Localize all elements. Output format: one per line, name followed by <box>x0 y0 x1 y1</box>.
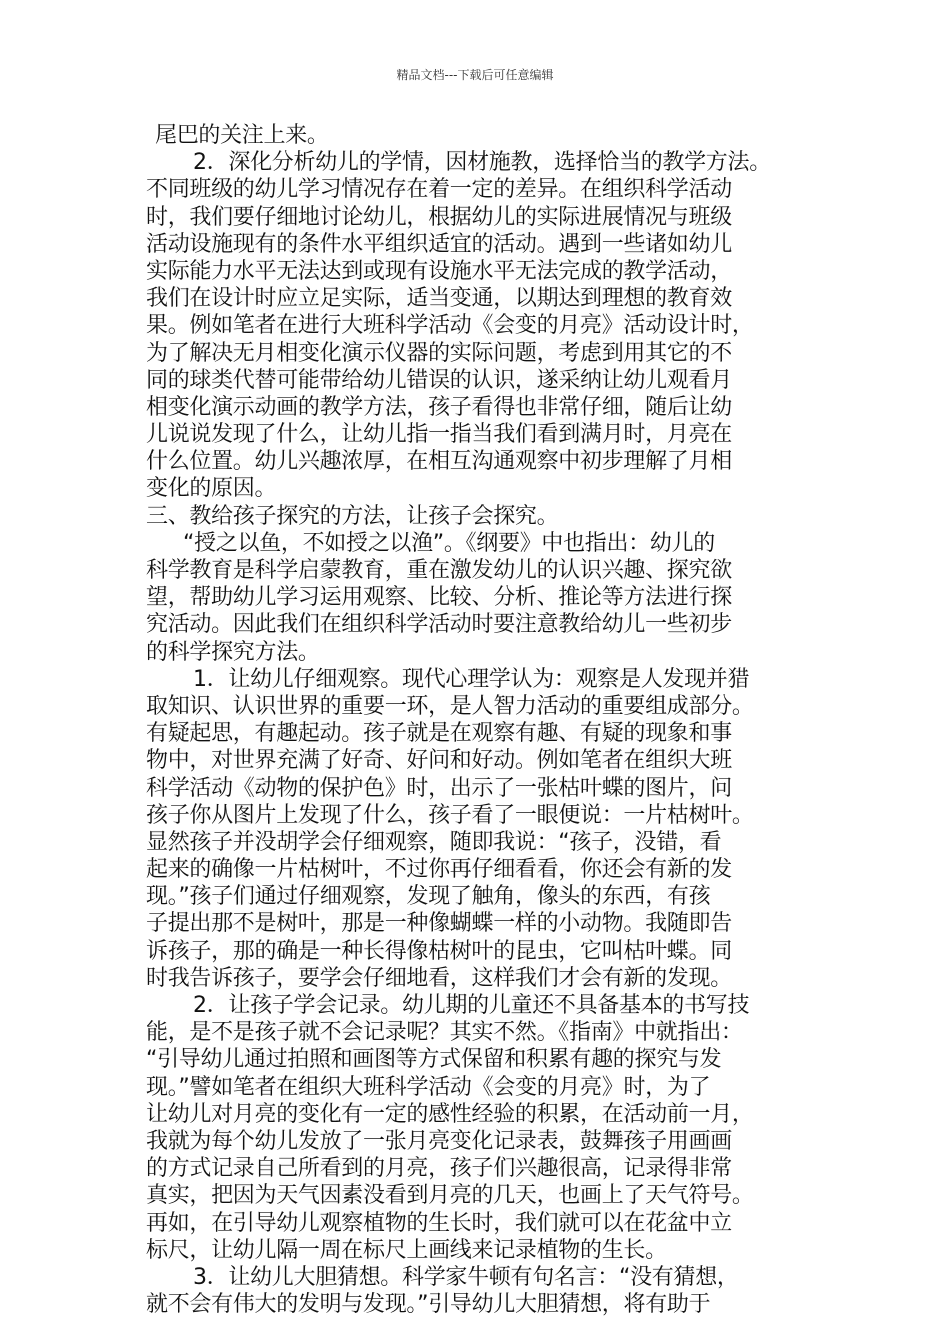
text-line: 1．让幼儿仔细观察。现代心理学认为：观察是人发现并猎 <box>193 666 750 692</box>
text-line: 果。例如笔者在进行大班科学活动《会变的月亮》活动设计时， <box>146 313 754 339</box>
text-line: 再如，在引导幼儿观察植物的生长时，我们就可以在花盆中立 <box>146 1210 732 1236</box>
text-line: 2．深化分析幼儿的学情，因材施教，选择恰当的教学方法。 <box>193 150 771 176</box>
text-line: 我们在设计时应立足实际，适当变通，以期达到理想的教育效 <box>146 286 732 312</box>
section-heading: 三、教给孩子探究的方法，让孩子会探究。 <box>146 503 559 529</box>
text-line: 标尺，让幼儿隔一周在标尺上画线来记录植物的生长。 <box>146 1237 667 1263</box>
text-line: 物中，对世界充满了好奇、好问和好动。例如笔者在组织大班 <box>146 748 732 774</box>
text-line: 孩子你从图片上发现了什么，孩子看了一眼便说：一片枯树叶。 <box>146 802 754 828</box>
text-line: 的方式记录自己所看到的月亮，孩子们兴趣很高，记录得非常 <box>146 1156 732 1182</box>
text-line: 真实，把因为天气因素没看到月亮的几天，也画上了天气符号。 <box>146 1183 754 1209</box>
text-line: 有疑起思，有趣起动。孩子就是在观察有趣、有疑的现象和事 <box>146 721 732 747</box>
text-line: 不同班级的幼儿学习情况存在着一定的差异。在组织科学活动 <box>146 177 732 203</box>
text-line: 诉孩子，那的确是一种长得像枯树叶的昆虫，它叫枯叶蝶。同 <box>146 938 732 964</box>
text-line: 子提出那不是树叶，那是一种像蝴蝶一样的小动物。我随即告 <box>146 911 732 937</box>
document-body <box>146 122 836 1318</box>
text-line: 实际能力水平无法达到或现有设施水平无法完成的教学活动， <box>146 258 732 284</box>
text-line: 让幼儿对月亮的变化有一定的感性经验的积累，在活动前一月， <box>146 1101 754 1127</box>
text-line: 取知识、认识世界的重要一环，是人智力活动的重要组成部分。 <box>146 693 754 719</box>
text-line: 就不会有伟大的发明与发现。”引导幼儿大胆猜想，将有助于 <box>146 1292 711 1318</box>
text-line: 时，我们要仔细地讨论幼儿，根据幼儿的实际进展情况与班级 <box>146 204 732 230</box>
text-line: 什么位置。幼儿兴趣浓厚，在相互沟通观察中初步理解了月相 <box>146 449 732 475</box>
page-header: 精品文档---下载后可任意编辑 <box>396 68 554 82</box>
text-line: 变化的原因。 <box>146 476 277 502</box>
text-line: 活动设施现有的条件水平组织适宜的活动。遇到一些诸如幼儿 <box>146 231 732 257</box>
text-line: 望，帮助幼儿学习运用观察、比较、分析、推论等方法进行探 <box>146 585 732 611</box>
text-line: 现。”譬如笔者在组织大班科学活动《会变的月亮》时，为了 <box>146 1074 711 1100</box>
text-line: 为了解决无月相变化演示仪器的实际问题，考虑到用其它的不 <box>146 340 732 366</box>
text-line: 同的球类代替可能带给幼儿错误的认识，遂采纳让幼儿观看月 <box>146 367 732 393</box>
text-line: 我就为每个幼儿发放了一张月亮变化记录表，鼓舞孩子用画画 <box>146 1128 732 1154</box>
text-line: 时我告诉孩子，要学会仔细地看，这样我们才会有新的发现。 <box>146 965 732 991</box>
text-line: 科学教育是科学启蒙教育，重在激发幼儿的认识兴趣、探究欲 <box>146 558 732 583</box>
text-line: 的科学探究方法。 <box>146 639 320 665</box>
text-line: 2．让孩子学会记录。幼儿期的儿童还不具备基本的书写技 <box>193 993 750 1018</box>
text-line: 尾巴的关注上来。 <box>155 123 329 148</box>
text-line: “授之以鱼，不如授之以渔”。《纲要》中也指出：幼儿的 <box>183 530 715 556</box>
text-line: 相变化演示动画的教学方法，孩子看得也非常仔细，随后让幼 <box>146 394 732 420</box>
text-line: 起来的确像一片枯树叶，不过你再仔细看看，你还会有新的发 <box>146 857 732 883</box>
text-line: 显然孩子并没胡学会仔细观察，随即我说：“孩子，没错，看 <box>146 829 722 855</box>
text-line: 儿说说发现了什么，让幼儿指一指当我们看到满月时，月亮在 <box>146 422 732 448</box>
text-line: “引导幼儿通过拍照和画图等方式保留和积累有趣的探究与发 <box>146 1047 722 1073</box>
text-line: 究活动。因此我们在组织科学活动时要注意教给幼儿一些初步 <box>146 612 732 638</box>
text-line: 科学活动《动物的保护色》时，出示了一张枯叶蝶的图片，问 <box>146 775 732 801</box>
text-line: 3．让幼儿大胆猜想。科学家牛顿有句名言：“没有猜想， <box>193 1264 739 1290</box>
text-line: 能，是不是孩子就不会记录呢？其实不然。《指南》中就指出： <box>146 1020 743 1046</box>
text-line: 现。”孩子们通过仔细观察，发现了触角，像头的东西，有孩 <box>146 884 711 910</box>
